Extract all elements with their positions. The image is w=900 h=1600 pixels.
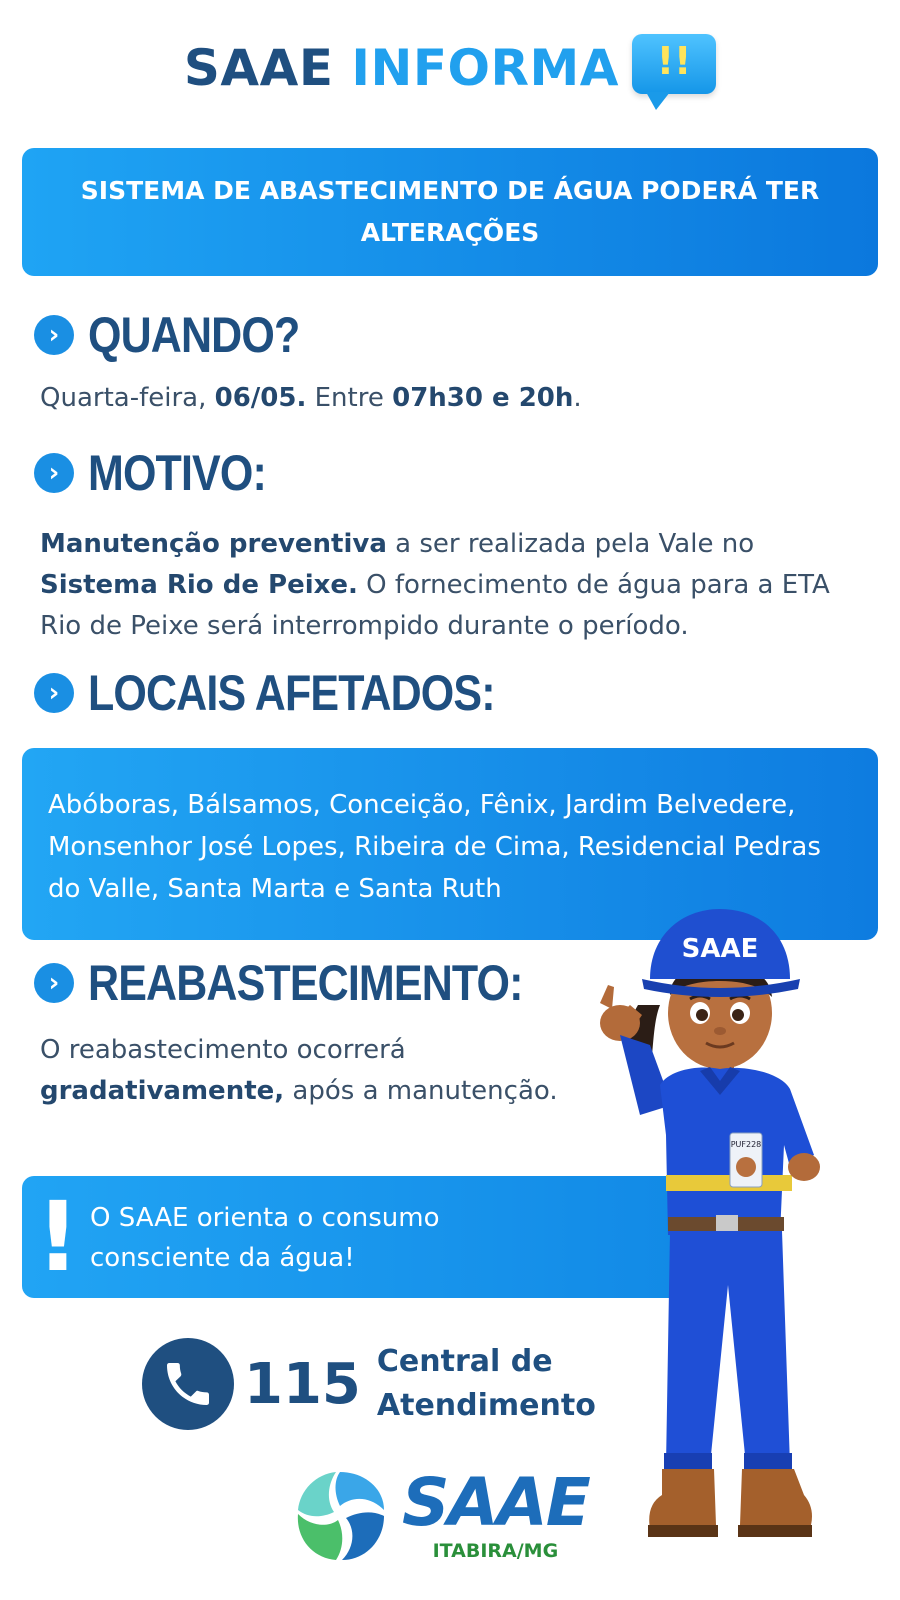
logo-city: ITABIRA/MG (432, 1540, 559, 1562)
helmet-label: SAAE (681, 934, 759, 964)
text-bold: Manutenção preventiva (40, 529, 387, 559)
text-span: Entre (306, 383, 393, 413)
phone-icon[interactable] (142, 1338, 234, 1430)
chevron-right-icon: › (34, 963, 74, 1003)
title-saae: SAAE (183, 39, 334, 97)
phone-number[interactable]: 115 (244, 1351, 361, 1417)
title-informa: INFORMA (351, 39, 619, 97)
section-reabastecimento-heading (34, 954, 593, 1012)
section-title: QUANDO? (88, 307, 300, 363)
chevron-right-icon: › (34, 673, 74, 713)
logo-swirl-icon (290, 1466, 390, 1566)
orientation-box (22, 1176, 682, 1298)
saae-logo (290, 1466, 589, 1566)
central-label (377, 1340, 596, 1428)
contact-block (142, 1338, 596, 1430)
headline-banner (22, 148, 878, 276)
text-span: . (573, 383, 582, 413)
section-title: REABASTECIMENTO: (88, 955, 523, 1011)
text-span: Quarta-feira, (40, 383, 215, 413)
locais-text: Abóboras, Bálsamos, Conceição, Fênix, Jardim Belvedere, Monsenhor José Lopes, Ribeira de Cima, Residencial Pedras do Valle, Santa Marta e Santa Ruth (48, 790, 821, 904)
central-label-line2: Atendimento (376, 1388, 596, 1423)
central-label-line1: Central de (376, 1344, 553, 1379)
orientation-text: O SAAE orienta o consumo consciente da água! (90, 1203, 440, 1273)
logo-brand: SAAE (402, 1464, 589, 1541)
headline-text: SISTEMA DE ABASTECIMENTO DE ÁGUA PODERÁ TER ALTERAÇÕES (80, 176, 820, 247)
chevron-right-icon: › (34, 315, 74, 355)
reabastecimento-text (40, 1030, 580, 1112)
page-title (184, 39, 619, 97)
worker-mascot-illustration (590, 905, 850, 1595)
bubble-exclamation-text: !! (656, 39, 692, 83)
quando-text (40, 378, 582, 419)
speech-bubble-icon (632, 34, 716, 94)
date-bold: 06/05. (214, 383, 307, 413)
section-title: LOCAIS AFETADOS: (88, 665, 495, 721)
text-bold: gradativamente, (40, 1076, 285, 1106)
badge-label: PUF228 (730, 1140, 762, 1149)
time-bold: 07h30 e 20h (392, 383, 574, 413)
text-span: após a manutenção. (284, 1076, 558, 1106)
section-locais-heading (34, 664, 561, 722)
section-quando-heading (34, 306, 334, 364)
text-span: O reabastecimento ocorrerá (40, 1035, 406, 1065)
section-motivo-heading (34, 444, 295, 502)
section-title: MOTIVO: (88, 445, 266, 501)
text-bold: Sistema Rio de Peixe. (40, 570, 358, 600)
chevron-right-icon: › (34, 453, 74, 493)
header (0, 38, 900, 98)
motivo-text (40, 524, 840, 647)
exclamation-icon: ! (36, 1181, 80, 1293)
text-span: O fornecimento de água para a ETA Rio de Peixe será interrompido durante o período. (40, 570, 830, 641)
text-span: a ser realizada pela Vale no (386, 529, 755, 559)
